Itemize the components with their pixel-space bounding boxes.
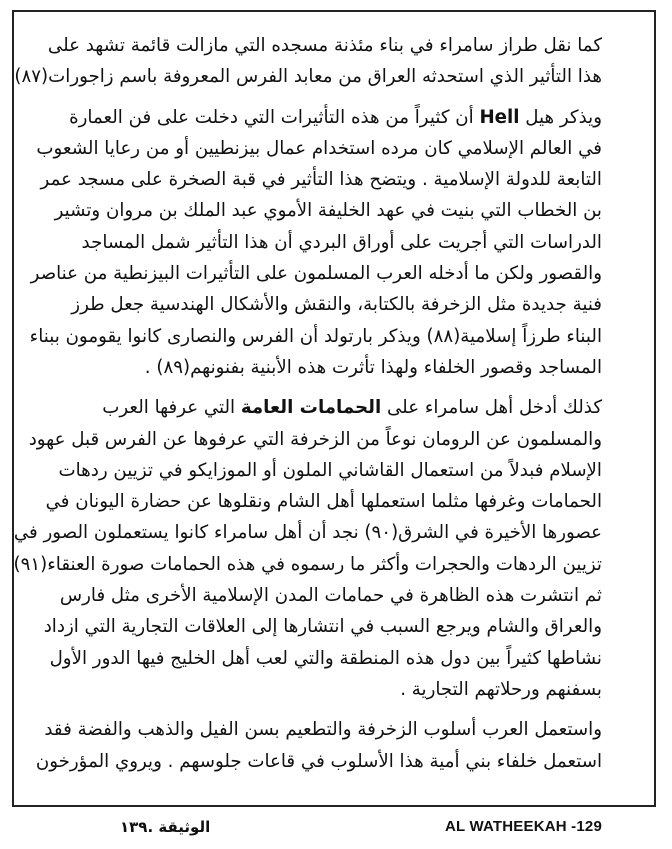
paragraph-2 (29, 102, 636, 384)
text-line: التابعة للدولة الإسلامية . ويتضح هذا التأثير في قبة الصخرة على مسجد عمر (40, 169, 602, 191)
paragraph-1 (14, 30, 636, 93)
text-line: كذلك أدخل أهل سامراء على الحمامات العامة التي عرفها العرب (102, 397, 602, 419)
text-line: هذا التأثير الذي استحدثه العراق من معابد الفرس المعروفة باسم زاجورات(٨٧) (14, 66, 602, 88)
text-line: والعراق والشام ويرجع السبب في انتشارها إلى العلاقات التجارية التي ازداد (43, 616, 602, 638)
page-footer (0, 818, 672, 840)
text-line: والقصور ولكن ما أدخله العرب المسلمون على التأثيرات البيزنطية من عناصر (30, 263, 602, 285)
emphasized-term: Hell (479, 106, 520, 128)
text-line: ثم انتشرت هذه الظاهرة في حمامات المدن الإسلامية الأخرى مثل فارس (59, 585, 602, 607)
footer-arabic-title: الوثيقة .١٣٩ (120, 818, 211, 836)
footer-english-title: AL WATHEEKAH -129 (444, 818, 602, 835)
body-text (13, 30, 636, 777)
text-line: فنية جديدة مثل الزخرفة بالكتابة، والنقش والأشكال الهندسية جعل طرز (71, 294, 602, 316)
text-line: المساجد وقصور الخلفاء ولهذا تأثرت هذه الأبنية بفنونهم(٨٩) . (144, 356, 602, 378)
text-line: استعمل خلفاء بني أمية هذا الأسلوب في قاعات جلوسهم . ويروي المؤرخون (35, 750, 602, 772)
text-line: في العالم الإسلامي كان مرده استخدام عمال بيزنطيين أو من رعايا الشعوب (36, 137, 602, 159)
text-line: ويذكر هيل Hell أن كثيراً من هذه التأثيرات التي دخلت على فن العمارة (69, 106, 602, 128)
page-border (12, 10, 656, 807)
emphasized-term: الحمامات العامة (240, 397, 382, 419)
paragraph-3 (13, 392, 636, 705)
text-line: تزيين الردهات والحجرات وأكثر ما رسموه في هذه الحمامات صورة العنقاء(٩١) (13, 553, 602, 575)
text-line: بسفنهم ورحلاتهم التجارية . (400, 678, 602, 700)
text-line: الدراسات التي أجريت على أوراق البردي أن هذا التأثير شمل المساجد (81, 231, 602, 253)
text-line: والمسلمون عن الرومان نوعاً من الزخرفة التي عرفوها عن الفرس قبل عهود (28, 428, 602, 450)
paragraph-4 (32, 714, 636, 777)
text-line: نشاطها كثيراً بين دول هذه المنطقة والتي لعب أهل الخليج فيها الدور الأول (49, 647, 602, 669)
text-line: الإسلام فبدلاً من استعمال القاشاني الملون أو الموزايكو في تزيين ردهات (58, 459, 602, 481)
text-line: عصورها الأخيرة في الشرق(٩٠) نجد أن أهل سامراء كانوا يستعملون الصور في (13, 522, 602, 544)
text-line: البناء طرزاً إسلامية(٨٨) ويذكر بارتولد أن الفرس والنصارى كانوا يقومون ببناء (29, 325, 602, 347)
text-line: واستعمل العرب أسلوب الزخرفة والتطعيم بسن الفيل والذهب والفضة فقد (44, 719, 602, 741)
text-line: الحمامات وغرفها مثلما استعملها أهل الشام ونقلوها عن حضارة اليونان في (45, 491, 602, 513)
text-line: بن الخطاب التي بنيت في عهد الخليفة الأموي عبد الملك بن مروان وتشير (54, 200, 602, 222)
text-line: كما نقل طراز سامراء في بناء مئذنة مسجده التي مازالت قائمة تشهد على (47, 35, 602, 56)
